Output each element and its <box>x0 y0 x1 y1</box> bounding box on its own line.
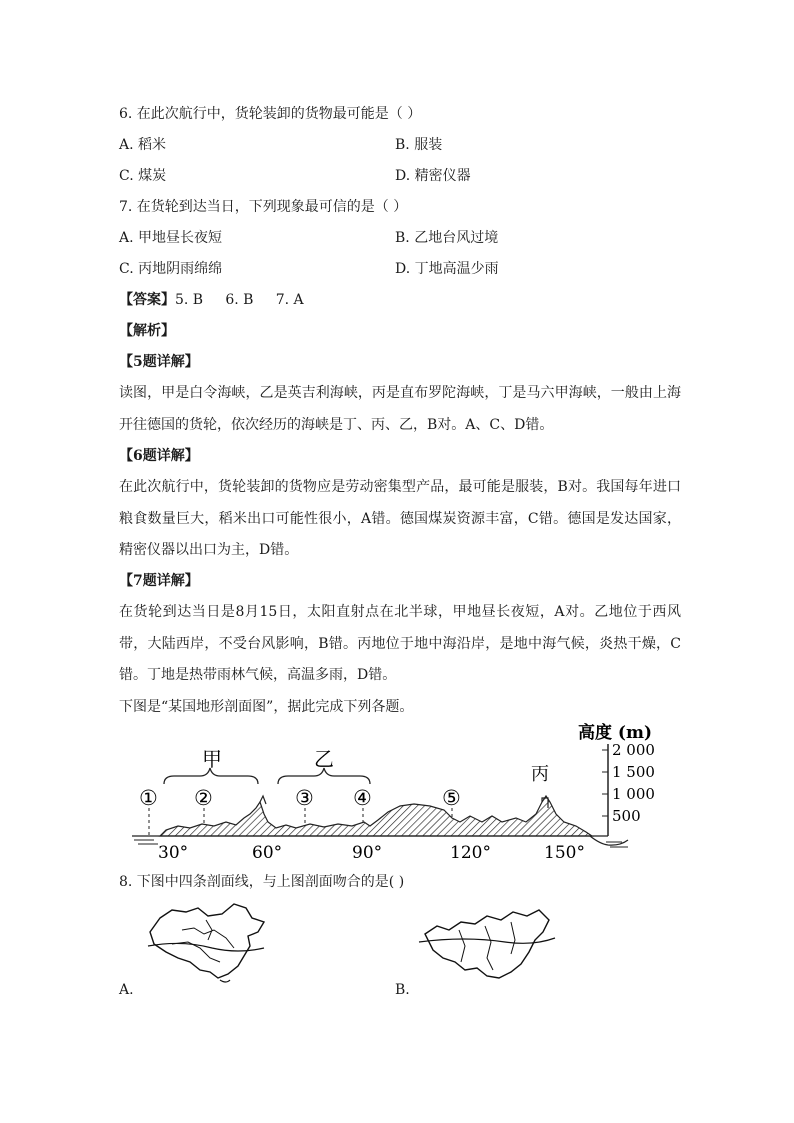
detail-6-text: 在此次航行中，货轮装卸的货物应是劳动密集型产品，最可能是服装，B对。我国每年进口粮食数量巨大，稻米出口可能性很小，A错。德国煤炭资源丰富，C错。德国是发达国家，精密仪器以出口为主，D错。 <box>119 479 681 558</box>
detail-6-label: 【6题详解】 <box>119 448 199 464</box>
q8-stem: 8. 下图中四条剖面线，与上图剖面吻合的是( ) <box>119 874 405 890</box>
point-3: ③ <box>295 786 314 810</box>
point-2: ② <box>194 786 213 810</box>
q7-stem: 7. 在货轮到达当日，下列现象最可信的是（ ） <box>119 199 408 215</box>
x-tick-150: 150° <box>544 843 585 863</box>
q6-stem: 6. 在此次航行中，货轮装卸的货物最可能是（ ） <box>119 106 422 122</box>
region-jia: 甲 <box>202 747 222 771</box>
q7-option-b: B. 乙地台风过境 <box>395 230 499 246</box>
profile-line-a <box>148 943 264 951</box>
hainan-island <box>220 980 230 982</box>
x-tick-30: 30° <box>158 843 189 863</box>
answer-line <box>119 290 304 310</box>
q6-option-d: D. 精密仪器 <box>395 168 471 184</box>
analysis-label: 【解析】 <box>119 323 175 339</box>
x-tick-90: 90° <box>352 843 383 863</box>
x-tick-120: 120° <box>450 843 491 863</box>
q6-option-b: B. 服装 <box>395 137 443 153</box>
terrain-profile <box>160 796 592 836</box>
detail-5-label: 【5题详解】 <box>119 354 199 370</box>
russia-outline <box>425 910 549 978</box>
q8-option-b: B. <box>395 982 410 998</box>
answer-text: 5. B 6. B 7. A <box>175 292 304 308</box>
point-1: ① <box>139 786 158 810</box>
y-axis-label: 高度 (m) <box>578 723 652 743</box>
detail-7-text: 在货轮到达当日是8月15日，太阳直射点在北半球，甲地昼长夜短，A对。乙地位于西风带，大陆西岸，不受台风影响，B错。丙地位于地中海沿岸，是地中海气候，炎热干燥，C错。丁地是热带雨林气候，高温多雨，D错。 <box>119 604 681 683</box>
figure-intro: 下图是“某国地形剖面图”，据此完成下列各题。 <box>119 699 414 715</box>
answer-label: 【答案】 <box>119 292 175 308</box>
option-b-map <box>415 906 560 986</box>
q7-option-d: D. 丁地高温少雨 <box>395 261 499 277</box>
y-tick-label-500: 500 <box>612 807 641 825</box>
q6-option-a: A. 稻米 <box>119 137 167 153</box>
detail-5-text: 读图，甲是白令海峡，乙是英吉利海峡，丙是直布罗陀海峡，丁是马六甲海峡，一般由上海开往德国的货轮，依次经历的海峡是丁、丙、乙，B对。A、C、D错。 <box>119 385 681 433</box>
point-4: ④ <box>353 786 372 810</box>
terrain-profile-figure <box>130 718 655 866</box>
y-tick-label-1500: 1 500 <box>612 763 655 781</box>
region-yi: 乙 <box>314 747 334 771</box>
russia-internal-lines <box>459 922 515 970</box>
china-internal-lines <box>172 920 234 962</box>
left-sea-marks <box>134 840 158 844</box>
x-tick-60: 60° <box>252 843 283 863</box>
y-tick-label-1000: 1 000 <box>612 785 655 803</box>
china-outline <box>150 904 264 978</box>
q8-option-a: A. <box>119 982 134 998</box>
peak-jia-east <box>260 796 266 804</box>
right-trench <box>590 836 628 845</box>
q6-option-c: C. 煤炭 <box>119 168 167 184</box>
y-tick-label-2000: 2 000 <box>612 741 655 759</box>
option-a-map <box>142 900 277 985</box>
q7-option-c: C. 丙地阴雨绵绵 <box>119 261 223 277</box>
q7-option-a: A. 甲地昼长夜短 <box>119 230 223 246</box>
detail-7-label: 【7题详解】 <box>119 573 199 589</box>
point-5: ⑤ <box>442 786 461 810</box>
region-bing: 丙 <box>531 764 549 785</box>
